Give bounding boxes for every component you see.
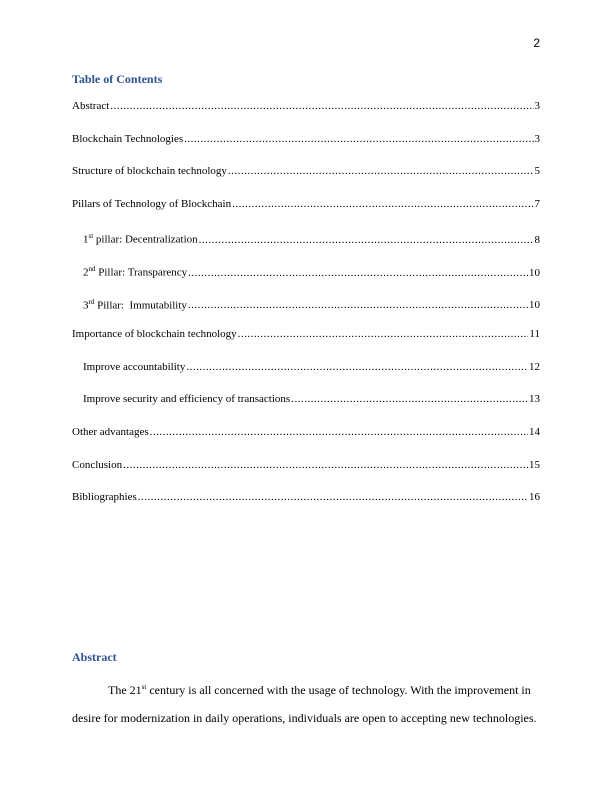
ordinal-suffix: nd <box>88 264 96 273</box>
toc-entry-label: Abstract <box>72 100 110 112</box>
dot-leader <box>123 457 528 473</box>
toc-entry-label <box>83 294 187 314</box>
toc-entry-label <box>83 261 187 281</box>
toc-entry-page: 5 <box>534 165 540 178</box>
toc-entry-page: 3 <box>534 132 540 145</box>
toc-entry-label: Bibliographies <box>72 491 137 504</box>
dot-leader <box>188 265 528 281</box>
toc-entry-page: 10 <box>529 299 540 312</box>
dot-leader <box>110 98 533 114</box>
toc-entry-importance[interactable] <box>72 326 540 359</box>
ordinal-suffix: st <box>88 232 94 241</box>
toc-entry-label: Structure of blockchain technology <box>72 165 227 178</box>
abstract-text-rest: century is all concerned with the usage of technology. With the improvement in desire for modernization in daily operations, individuals are open to accepting new technologies. <box>72 683 537 725</box>
table-of-contents <box>72 98 540 522</box>
toc-entry-label: Importance of blockchain technology <box>72 328 237 341</box>
abstract-paragraph <box>72 676 540 732</box>
toc-entry-page: 13 <box>529 393 540 406</box>
toc-entry-blockchain-technologies[interactable] <box>72 131 540 164</box>
toc-entry-label: Pillars of Technology of Blockchain <box>72 197 232 210</box>
ordinal-suffix: rd <box>88 297 95 306</box>
ordinal-number: 3 <box>83 299 89 312</box>
label-text: Pillar: Transparency <box>95 266 188 279</box>
toc-entry-security[interactable] <box>72 391 540 424</box>
toc-entry-label: Blockchain Technologies <box>72 132 184 145</box>
abstract-heading: Abstract <box>72 650 117 664</box>
toc-entry-page: 14 <box>529 425 540 438</box>
dot-leader <box>138 489 528 505</box>
ordinal-suffix: st <box>141 683 147 691</box>
ordinal-number: 1 <box>83 234 89 247</box>
toc-entry-label: Other advantages <box>72 425 149 438</box>
toc-entry-page: 3 <box>534 100 540 112</box>
toc-entry-label: Conclusion <box>72 458 123 471</box>
toc-entry-page: 16 <box>529 491 540 504</box>
toc-entry-structure[interactable] <box>72 163 540 196</box>
toc-entry-page: 8 <box>534 234 540 247</box>
dot-leader <box>188 297 528 313</box>
toc-entry-other-advantages[interactable] <box>72 424 540 457</box>
label-text: pillar: Decentralization <box>93 234 198 247</box>
page-number: 2 <box>533 36 540 50</box>
toc-title: Table of Contents <box>72 72 163 86</box>
toc-entry-page: 10 <box>529 266 540 279</box>
dot-leader <box>184 131 533 147</box>
toc-entry-page: 7 <box>534 197 540 210</box>
toc-entry-abstract[interactable] <box>72 98 540 131</box>
dot-leader <box>186 359 528 375</box>
toc-entry-label <box>83 228 198 248</box>
dot-leader <box>150 424 528 440</box>
toc-entry-label: Improve security and efficiency of transactions <box>83 393 291 406</box>
toc-entry-page: 11 <box>529 328 540 341</box>
toc-entry-label: Improve accountability <box>83 360 186 373</box>
toc-entry-page: 15 <box>529 458 540 471</box>
dot-leader <box>238 326 529 342</box>
toc-entry-transparency[interactable] <box>72 261 540 294</box>
dot-leader <box>199 232 534 248</box>
toc-entry-pillars[interactable] <box>72 196 540 229</box>
dot-leader <box>228 163 534 179</box>
toc-entry-decentralization[interactable] <box>72 228 540 261</box>
label-text: Pillar: Immutability <box>94 299 187 312</box>
ordinal-number: 2 <box>83 266 89 279</box>
dot-leader <box>291 391 528 407</box>
toc-entry-accountability[interactable] <box>72 359 540 392</box>
toc-entry-page: 12 <box>529 360 540 373</box>
toc-entry-immutability[interactable] <box>72 294 540 327</box>
abstract-text-start: The 21 <box>108 683 142 697</box>
dot-leader <box>232 196 533 212</box>
toc-entry-bibliographies[interactable] <box>72 489 540 522</box>
toc-entry-conclusion[interactable] <box>72 457 540 490</box>
